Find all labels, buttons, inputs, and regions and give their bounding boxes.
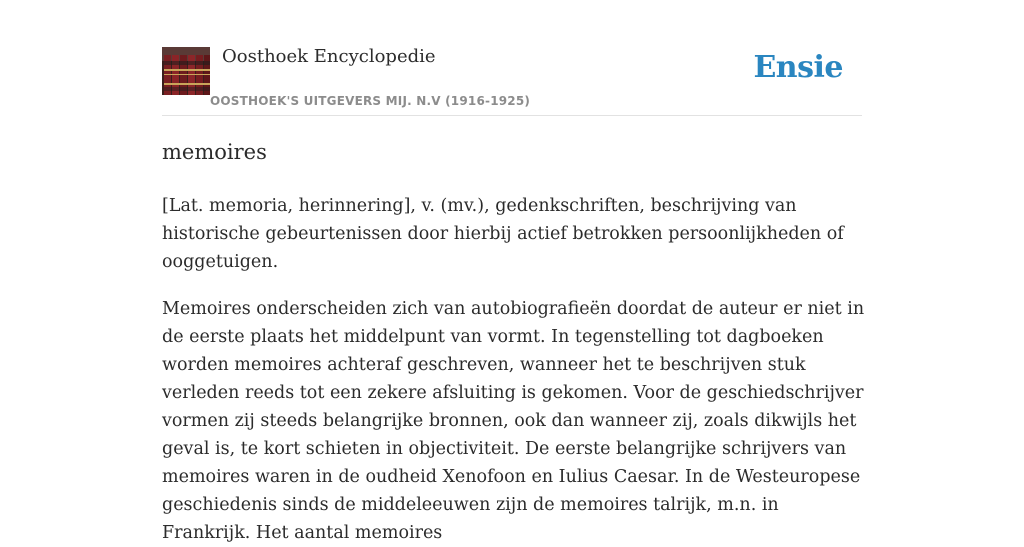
entry-paragraph-2: Memoires onderscheiden zich van autobiografieën doordat de auteur er niet in de eerste plaats het middelpunt van vormt. In tegenstelling tot dagboeken worden memoires achteraf geschreven, wanneer het te beschrijven stuk verleden reeds tot een zekere afsluiting is gekomen. Voor de geschiedschrijver vormen zij steeds belangrijke bronnen, ook dan wanneer zij, zoals dikwijls het geval is, te kort schieten in objectiviteit. De eerste belangrijke schrijvers van memoires waren in de oudheid Xenofoon en Iulius Caesar. In de Westeuropese geschiedenis sinds de middeleeuwen zijn de memoires talrijk, m.n. in Frankrijk. Het aantal memoires [162, 299, 865, 543]
article-container [162, 0, 865, 543]
source-avatar[interactable] [162, 47, 210, 95]
ensie-logo-link[interactable]: Ensie [753, 50, 843, 85]
book-spines-icon [162, 47, 210, 95]
source-title[interactable]: Oosthoek Encyclopedie [222, 46, 436, 67]
entry-paragraph-1: [Lat. memoria, herinnering], v. (mv.), gedenkschriften, beschrijving van historische gebeurtenissen door hierbij actief betrokken persoonlijkheden of ooggetuigen. [162, 196, 844, 272]
source-subtitle: OOSTHOEK'S UITGEVERS MIJ. N.V (1916-1925) [210, 94, 531, 108]
source-header [162, 0, 862, 116]
entry-title: memoires [162, 140, 267, 164]
